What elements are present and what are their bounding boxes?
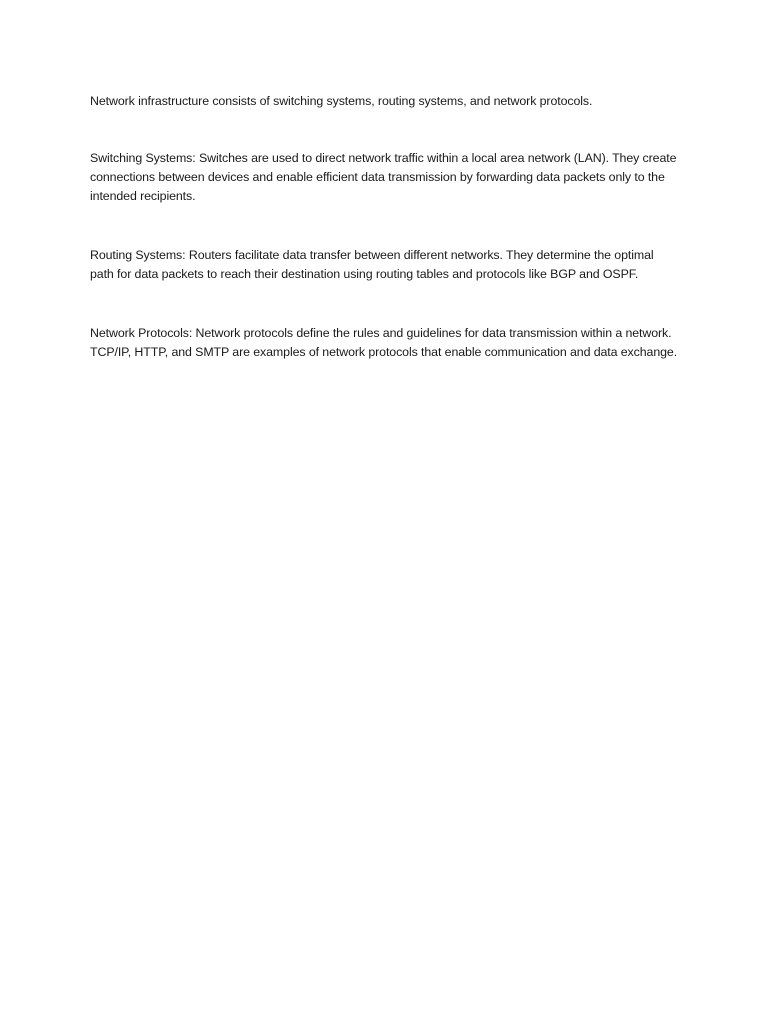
document-body xyxy=(90,92,680,362)
paragraph-switching-systems: Switching Systems: Switches are used to direct network traffic within a local area network (LAN). They create connections between devices and enable efficient data transmission by forwarding data packets only to the intended recipients. xyxy=(90,151,677,203)
paragraph-network-protocols: Network Protocols: Network protocols define the rules and guidelines for data transmission within a network. TCP/IP, HTTP, and SMTP are examples of network protocols that enable communication and data exchange. xyxy=(90,326,678,359)
paragraph-intro: Network infrastructure consists of switching systems, routing systems, and network protocols. xyxy=(90,94,593,108)
paragraph-routing-systems: Routing Systems: Routers facilitate data transfer between different networks. They determine the optimal path for data packets to reach their destination using routing tables and protocols like BGP and OSPF. xyxy=(90,248,654,281)
